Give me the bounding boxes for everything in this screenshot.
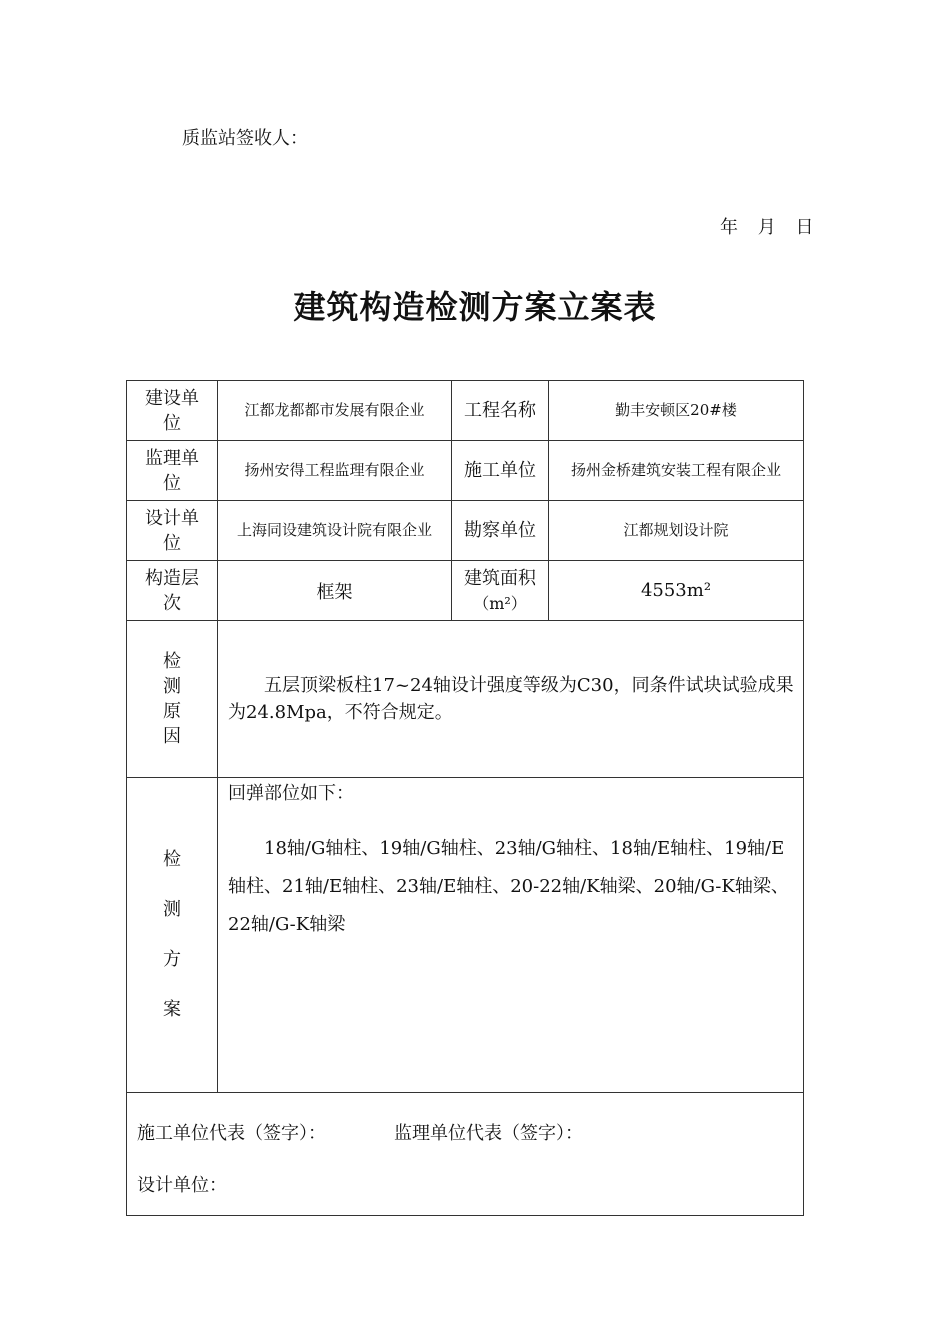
construction-rep-label: 施工单位代表（签字）： — [137, 1123, 326, 1144]
value-survey-unit: 江都规划设计院 — [549, 501, 804, 561]
table-row — [127, 501, 804, 561]
inspection-plan-cell — [218, 778, 804, 1093]
signature-cell — [127, 1093, 804, 1216]
reason-label-char: 因 — [163, 726, 181, 747]
date-month: 月 — [757, 217, 776, 238]
table-row — [127, 561, 804, 621]
page-title: 建筑构造检测方案立案表 — [293, 288, 657, 326]
inspection-reason-cell — [218, 621, 804, 778]
label-supervision-unit: 监理单位 — [127, 441, 218, 501]
value-design-unit: 上海同设建筑设计院有限企业 — [218, 501, 452, 561]
signer-label: 质监站签收人： — [182, 128, 308, 149]
value-construction-unit: 江都龙都都市发展有限企业 — [218, 381, 452, 441]
table-row — [127, 441, 804, 501]
label-builder-unit: 施工单位 — [452, 441, 549, 501]
registration-table — [126, 380, 804, 1216]
label-structure-level: 构造层次 — [127, 561, 218, 621]
label-design-unit: 设计单位 — [127, 501, 218, 561]
building-area-label: 建筑面积 — [464, 567, 536, 589]
table-row — [127, 621, 804, 778]
plan-text: 18轴/G轴柱、19轴/G轴柱、23轴/G轴柱、18轴/E轴柱、19轴/E轴柱、21轴/E轴柱、23轴/E轴柱、20-22轴/K轴梁、20轴/G-K轴梁、22轴/G-K轴梁 — [228, 838, 789, 935]
label-construction-unit: 建设单位 — [127, 381, 218, 441]
date-day: 日 — [795, 217, 814, 238]
reason-label-char: 检 — [163, 651, 181, 672]
supervision-rep-label: 监理单位代表（签字）： — [394, 1123, 583, 1144]
table-row — [127, 381, 804, 441]
value-project-name: 勤丰安顿区20#楼 — [549, 381, 804, 441]
label-inspection-plan — [127, 778, 218, 1093]
label-survey-unit: 勘察单位 — [452, 501, 549, 561]
table-row — [127, 1093, 804, 1216]
inspection-reason-text: 五层顶梁板柱17~24轴设计强度等级为C30，同条件试块试验成果为24.8Mpa，不符合规定。 — [228, 675, 794, 723]
reason-label-char: 测 — [163, 676, 181, 697]
plan-label-char: 检 — [163, 849, 181, 870]
date-line — [720, 213, 827, 239]
value-building-area: 4553m² — [549, 561, 804, 621]
building-area-unit: （m²） — [473, 593, 527, 613]
label-project-name: 工程名称 — [452, 381, 549, 441]
plan-label-char: 测 — [163, 899, 181, 920]
design-unit-label: 设计单位： — [137, 1175, 227, 1196]
label-inspection-reason — [127, 621, 218, 778]
reason-label-char: 原 — [163, 701, 181, 722]
value-builder-unit: 扬州金桥建筑安装工程有限企业 — [549, 441, 804, 501]
value-supervision-unit: 扬州安得工程监理有限企业 — [218, 441, 452, 501]
plan-intro: 回弹部位如下： — [228, 783, 354, 804]
date-year: 年 — [720, 217, 738, 238]
value-structure-level: 框架 — [218, 561, 452, 621]
plan-label-char: 案 — [163, 999, 181, 1020]
table-row — [127, 778, 804, 1093]
label-building-area — [452, 561, 549, 621]
plan-label-char: 方 — [163, 949, 181, 970]
